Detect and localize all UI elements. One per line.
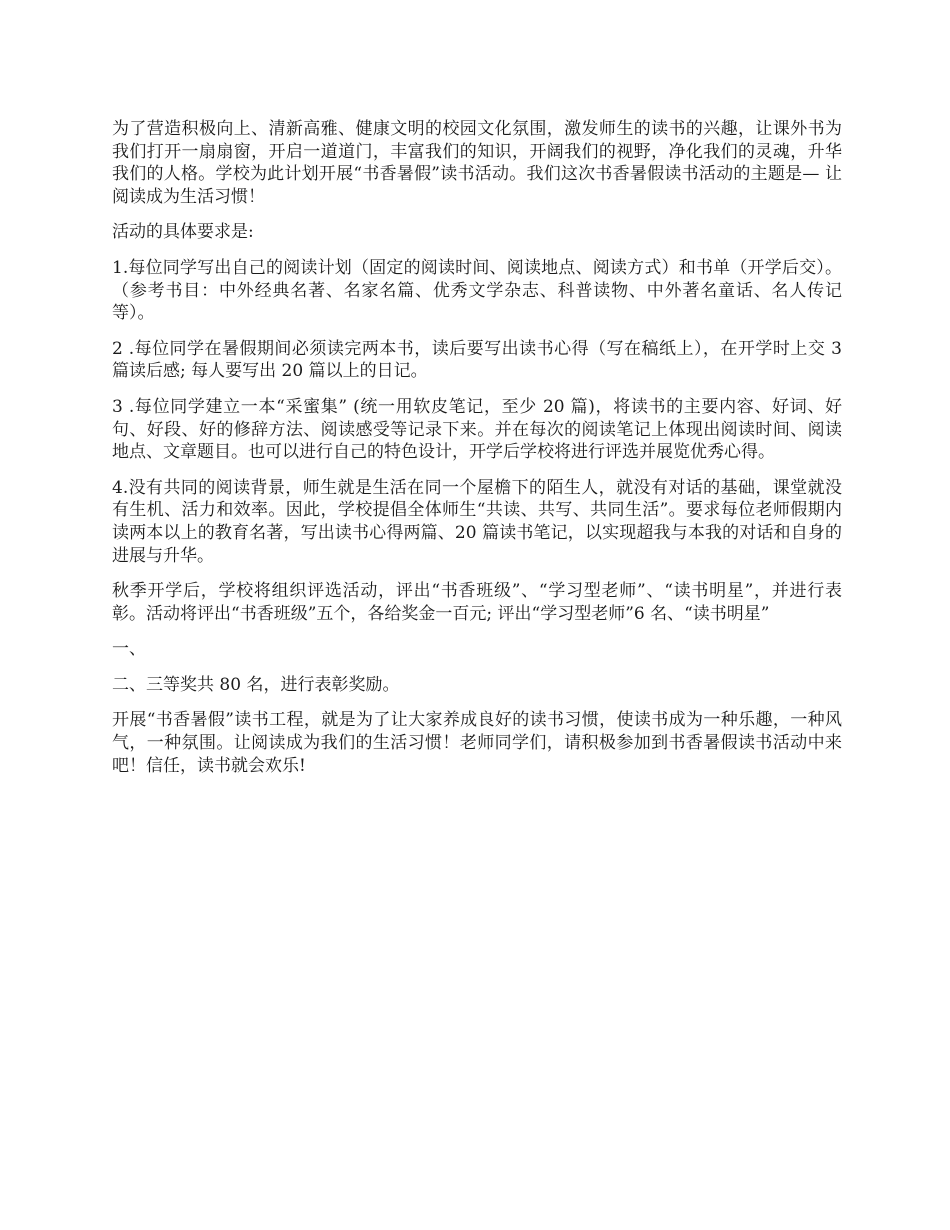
requirement-item-3: 3 .每位同学建立一本“采蜜集” (统一用软皮笔记，至少 20 篇)，将读书的主要内容、好词、好句、好段、好的修辞方法、阅读感受等记录下来。并在每次的阅读笔记上体现出阅读时间、阅读地点、文章题目。也可以进行自己的特色设计，开学后学校将进行评选并展览优秀心得。 bbox=[112, 396, 842, 463]
first-prize-line: 一、 bbox=[112, 639, 146, 660]
requirements-heading: 活动的具体要求是: bbox=[112, 222, 254, 243]
intro-paragraph: 为了营造积极向上、清新高雅、健康文明的校园文化氛围，激发师生的读书的兴趣，让课外书为我们打开一扇扇窗，开启一道道门，丰富我们的知识，开阔我们的视野，净化我们的灵魂，升华我们的人格。学校为此计划开展“书香暑假”读书活动。我们这次书香暑假读书活动的主题是— 让阅读成为生活习惯！ bbox=[112, 119, 842, 207]
second-third-prize-line: 二、三等奖共 80 名，进行表彰奖励。 bbox=[112, 674, 400, 695]
closing-paragraph: 开展“书香暑假”读书工程，就是为了让大家养成良好的读书习惯，使读书成为一种乐趣，一种风气，一种氛围。让阅读成为我们的生活习惯！老师同学们，请积极参加到书香暑假读书活动中来吧！信任，读书就会欢乐! bbox=[112, 710, 842, 776]
requirement-item-1: 1.每位同学写出自己的阅读计划（固定的阅读时间、阅读地点、阅读方式）和书单（开学后交）。（参考书目：中外经典名著、名家名篇、优秀文学杂志、科普读物、中外著名童话、名人传记等）。 bbox=[112, 257, 842, 324]
evaluation-paragraph: 秋季开学后，学校将组织评选活动，评出“书香班级”、“学习型老师”、“读书明星”，并进行表彰。活动将评出“书香班级”五个，各给奖金一百元; 评出“学习型老师”6 名、“读书明星” bbox=[112, 581, 842, 624]
requirement-item-2: 2 .每位同学在暑假期间必须读完两本书，读后要写出读书心得（写在稿纸上），在开学时上交 3 篇读后感; 每人要写出 20 篇以上的日记。 bbox=[112, 338, 842, 382]
requirement-item-4: 4.没有共同的阅读背景，师生就是生活在同一个屋檐下的陌生人，就没有对话的基础，课堂就没有生机、活力和效率。因此，学校提倡全体师生“共读、共写、共同生活”。要求每位老师假期内读两本以上的教育名著，写出读书心得两篇、20 篇读书笔记，以实现超我与本我的对话和自身的进展与升华。 bbox=[112, 477, 842, 566]
document-body bbox=[112, 118, 842, 790]
